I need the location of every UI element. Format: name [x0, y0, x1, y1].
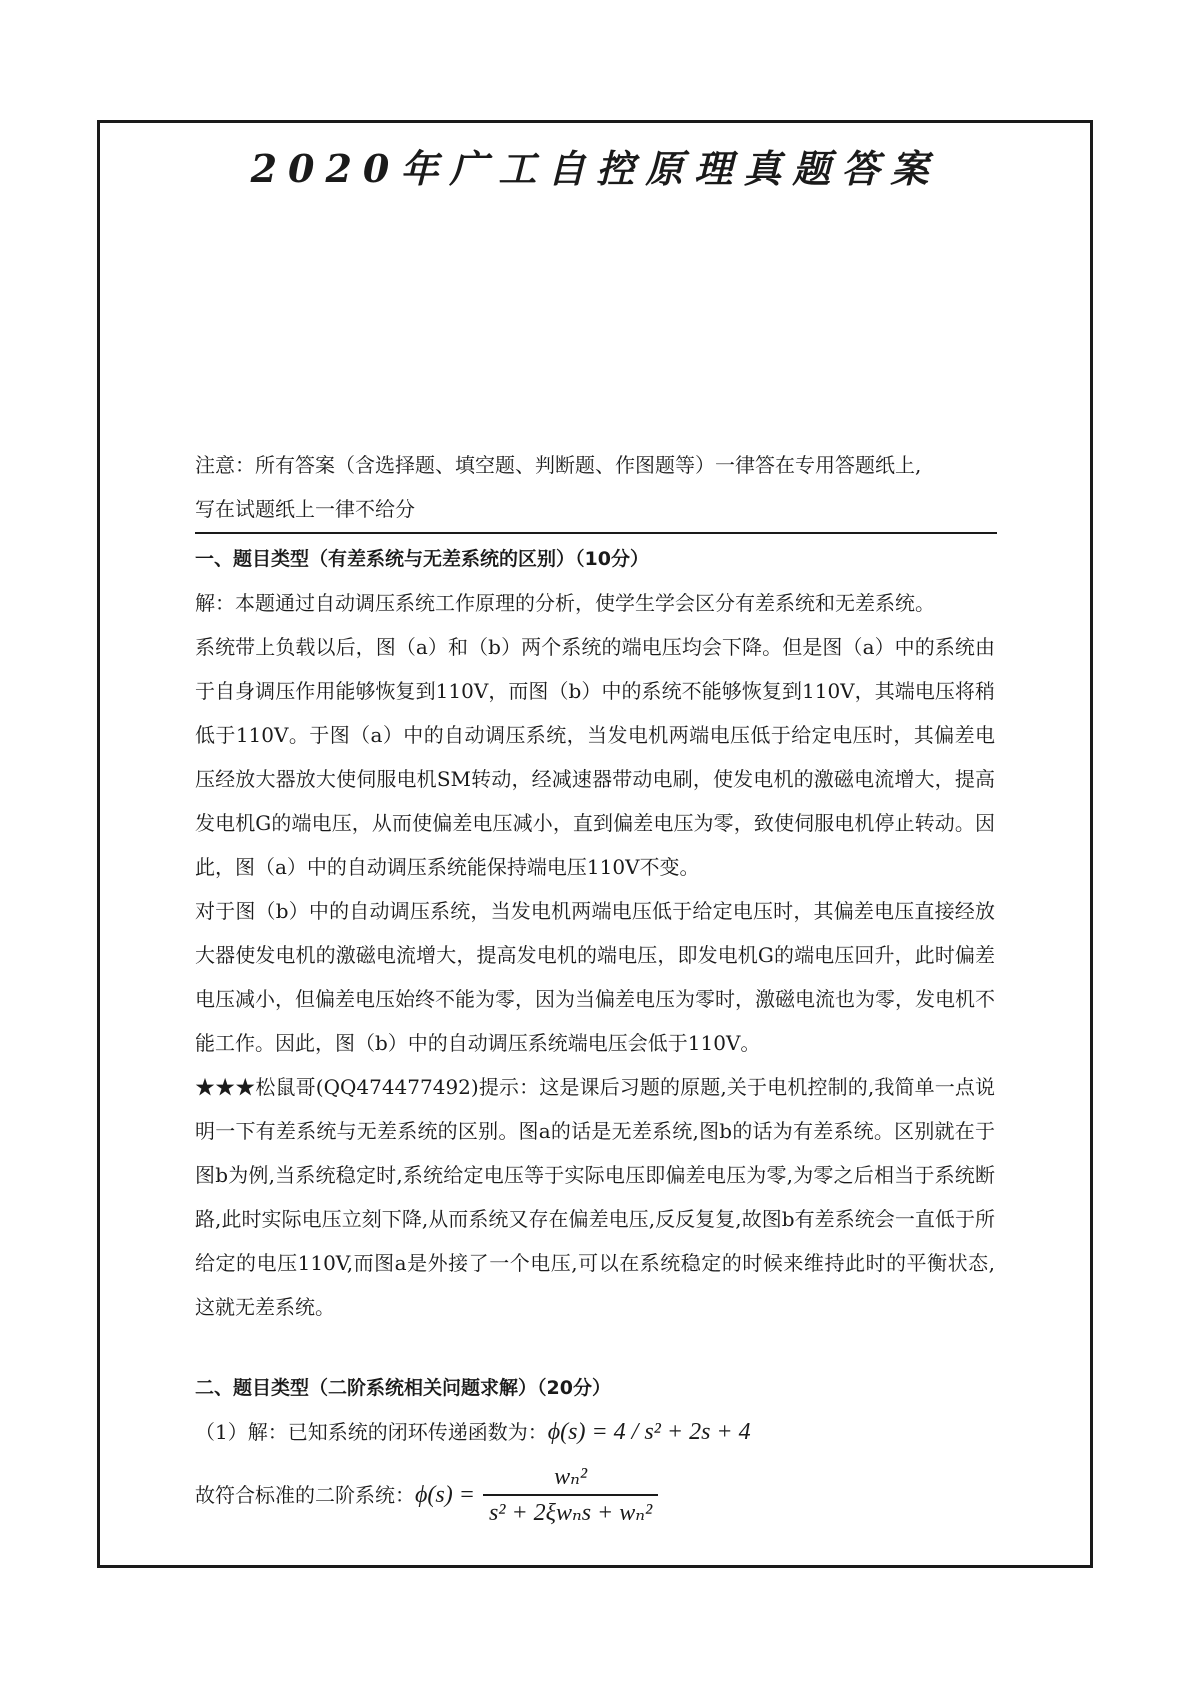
- notice-block: [195, 443, 995, 531]
- fraction-numerator: wₙ²: [554, 1464, 588, 1490]
- section-1-tip-paragraph: ★★★松鼠哥(QQ474477492)提示：这是课后习题的原题,关于电机控制的,我简单一点说明一下有差系统与无差系统的区别。图a的话是无差系统,图b的话为有差系统。区别就在于图b为例,当系统稳定时,系统给定电压等于实际电压即偏差电压为零,为零之后相当于系统断路,此时实际电压立刻下降,从而系统又存在偏差电压,反反复复,故图b有差系统会一直低于所给定的电压110V,而图a是外接了一个电压,可以在系统稳定的时候来维持此时的平衡状态,这就无差系统。: [195, 1075, 995, 1319]
- section-1-paragraph-3: 对于图（b）中的自动调压系统，当发电机两端电压低于给定电压时，其偏差电压直接经放大器使发电机的激磁电流增大，提高发电机的端电压，即发电机G的端电压回升，此时偏差电压减小，但偏差电压始终不能为零，因为当偏差电压为零时，激磁电流也为零，发电机不能工作。因此，图（b）中的自动调压系统端电压会低于110V。: [195, 899, 995, 1055]
- fraction-denominator: s² + 2ξwₙs + wₙ²: [483, 1494, 658, 1528]
- section-1-heading: 一、题目类型（有差系统与无差系统的区别）（10分）: [195, 548, 649, 570]
- section-1: [195, 537, 995, 1329]
- closed-loop-line: [195, 1410, 995, 1454]
- closed-loop-label: （1）解：已知系统的闭环传递函数为：: [195, 1420, 548, 1444]
- divider-line: [195, 532, 997, 534]
- document-title: 2020年广工自控原理真题答案: [250, 146, 940, 191]
- closed-loop-formula: ϕ(s) = 4 / s² + 2s + 4: [547, 1419, 751, 1445]
- standard-form-label: 故符合标准的二阶系统：: [195, 1483, 415, 1507]
- standard-form-lhs: ϕ(s) =: [415, 1482, 475, 1508]
- notice-line-2: 写在试题纸上一律不给分: [195, 497, 415, 521]
- section-1-paragraph-2: 系统带上负载以后，图（a）和（b）两个系统的端电压均会下降。但是图（a）中的系统由于自身调压作用能够恢复到110V，而图（b）中的系统不能够恢复到110V，其端电压将稍低于110V。于图（a）中的自动调压系统，当发电机两端电压低于给定电压时，其偏差电压经放大器放大使伺服电机SM转动，经减速器带动电刷，使发电机的激磁电流增大，提高发电机G的端电压，从而使偏差电压减小，直到偏差电压为零，致使伺服电机停止转动。因此，图（a）中的自动调压系统能保持端电压110V不变。: [195, 635, 995, 879]
- standard-form-line: [195, 1462, 995, 1528]
- standard-form-fraction: [483, 1462, 658, 1528]
- section-2: [195, 1366, 995, 1528]
- section-1-paragraph-1: 解：本题通过自动调压系统工作原理的分析，使学生学会区分有差系统和无差系统。: [195, 591, 935, 615]
- section-2-heading: 二、题目类型（二阶系统相关问题求解）（20分）: [195, 1377, 611, 1399]
- notice-line-1: 注意：所有答案（含选择题、填空题、判断题、作图题等）一律答在专用答题纸上,: [195, 453, 922, 477]
